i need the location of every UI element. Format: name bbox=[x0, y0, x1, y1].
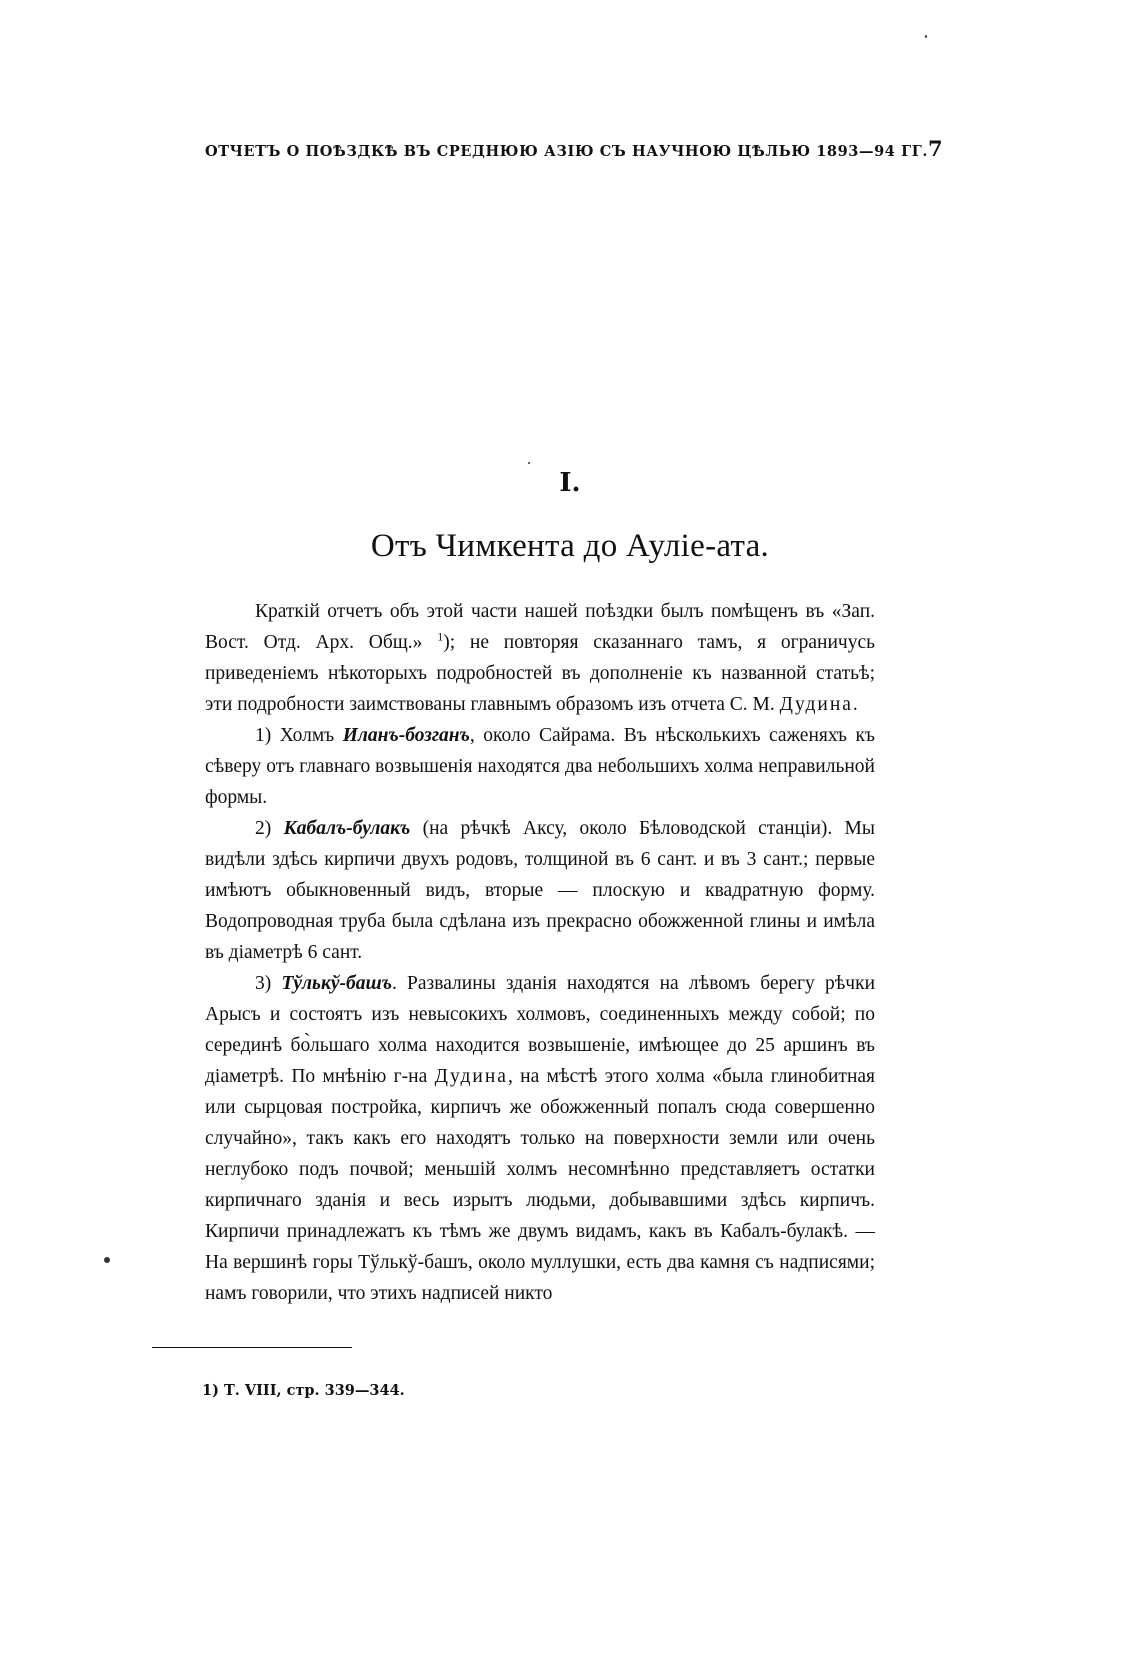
paragraph-1-text-c: . bbox=[852, 694, 858, 715]
paragraph-3 bbox=[205, 813, 875, 968]
paragraph-1-text-b: ); не повторяя сказаннаго тамъ, я ограничусь приведеніемъ нѣкоторыхъ подробностей въ дополненіе къ названной статьѣ; эти подробности заимствованы главнымъ образомъ изъ отчета С. М. bbox=[205, 632, 876, 715]
paragraph-2 bbox=[205, 720, 875, 813]
paragraph-4-text-b: , на мѣстѣ этого холма «была глинобитная или сырцовая постройка, кирпичъ же обожженный попалъ сюда совершенно случайно», такъ какъ его находятъ только на поверхности земли или очень неглубоко подъ почвой; меньшій холмъ несомнѣнно представляетъ остатки кирпичнаго зданія и весь изрытъ людьми, добывавшими здѣсь кирпичъ. Кирпичи принадлежатъ къ тѣмъ же двумъ видамъ, какъ въ Кабалъ-булакѣ. — На вершинѣ горы Тўлькў-башъ, около муллушки, есть два камня съ надписями; намъ говорили, что этихъ надписей никто bbox=[205, 1066, 876, 1304]
scan-speck bbox=[925, 35, 927, 38]
scan-speck bbox=[528, 462, 530, 464]
footnote-reference: 1 bbox=[437, 629, 444, 644]
footnote: 1) Т. VIII, стр. 339—344. bbox=[202, 1382, 405, 1399]
paragraph-3-number: 2) bbox=[255, 818, 272, 839]
body-text bbox=[205, 596, 875, 1309]
author-name: Дудина bbox=[779, 694, 853, 715]
scan-speck bbox=[104, 1257, 110, 1263]
chapter-title: Отъ Чимкента до Ауліе-ата. bbox=[370, 528, 770, 564]
paragraph-4 bbox=[205, 968, 875, 1309]
page-number: 7 bbox=[928, 136, 943, 161]
paragraph-2-number: 1) Холмъ bbox=[255, 725, 335, 746]
chapter-number: I. bbox=[559, 468, 581, 498]
paragraph-2-text: , около Сайрама. Въ нѣсколькихъ саженяхъ къ сѣверу отъ главнаго возвышенія находятся два небольшихъ холма неправильной формы. bbox=[205, 725, 876, 808]
site-name: Тўлькў-башъ bbox=[281, 973, 392, 994]
paragraph-4-number: 3) bbox=[255, 973, 272, 994]
paragraph-3-text: (на рѣчкѣ Аксу, около Бѣловодской станціи). Мы видѣли здѣсь кирпичи двухъ родовъ, толщиной въ 6 сант. и въ 3 сант.; первые имѣютъ обыкновенный видъ, вторые — плоскую и квадратную форму. Водопроводная труба была сдѣлана изъ прекрасно обожженной глины и имѣла въ діаметрѣ 6 сант. bbox=[205, 818, 875, 963]
running-header bbox=[205, 136, 943, 161]
paragraph-4-text-a: . Развалины зданія находятся на лѣвомъ берегу рѣчки Арысъ и состоятъ изъ невысокихъ холмовъ, соединенныхъ между собой; по серединѣ бо̀льшаго холма находится возвышеніе, имѣющее до 25 аршинъ въ діаметрѣ. По мнѣнію г-на bbox=[205, 973, 876, 1087]
footnote-rule bbox=[152, 1347, 352, 1348]
paragraph-1-text-a: Краткій отчетъ объ этой части нашей поѣздки былъ помѣщенъ въ «Зап. Вост. Отд. Арх. Общ.» bbox=[205, 601, 875, 653]
site-name: Кабалъ-булакъ bbox=[283, 818, 411, 839]
paragraph-1 bbox=[205, 596, 875, 720]
running-title: ОТЧЕТЪ О ПОѢЗДКѢ ВЪ СРЕДНЮЮ АЗІЮ СЪ НАУЧНОЮ ЦѢЛЬЮ 1893—94 ГГ. bbox=[205, 143, 928, 160]
author-name: Дудина bbox=[434, 1066, 508, 1087]
site-name: Иланъ-бозганъ bbox=[342, 725, 470, 746]
